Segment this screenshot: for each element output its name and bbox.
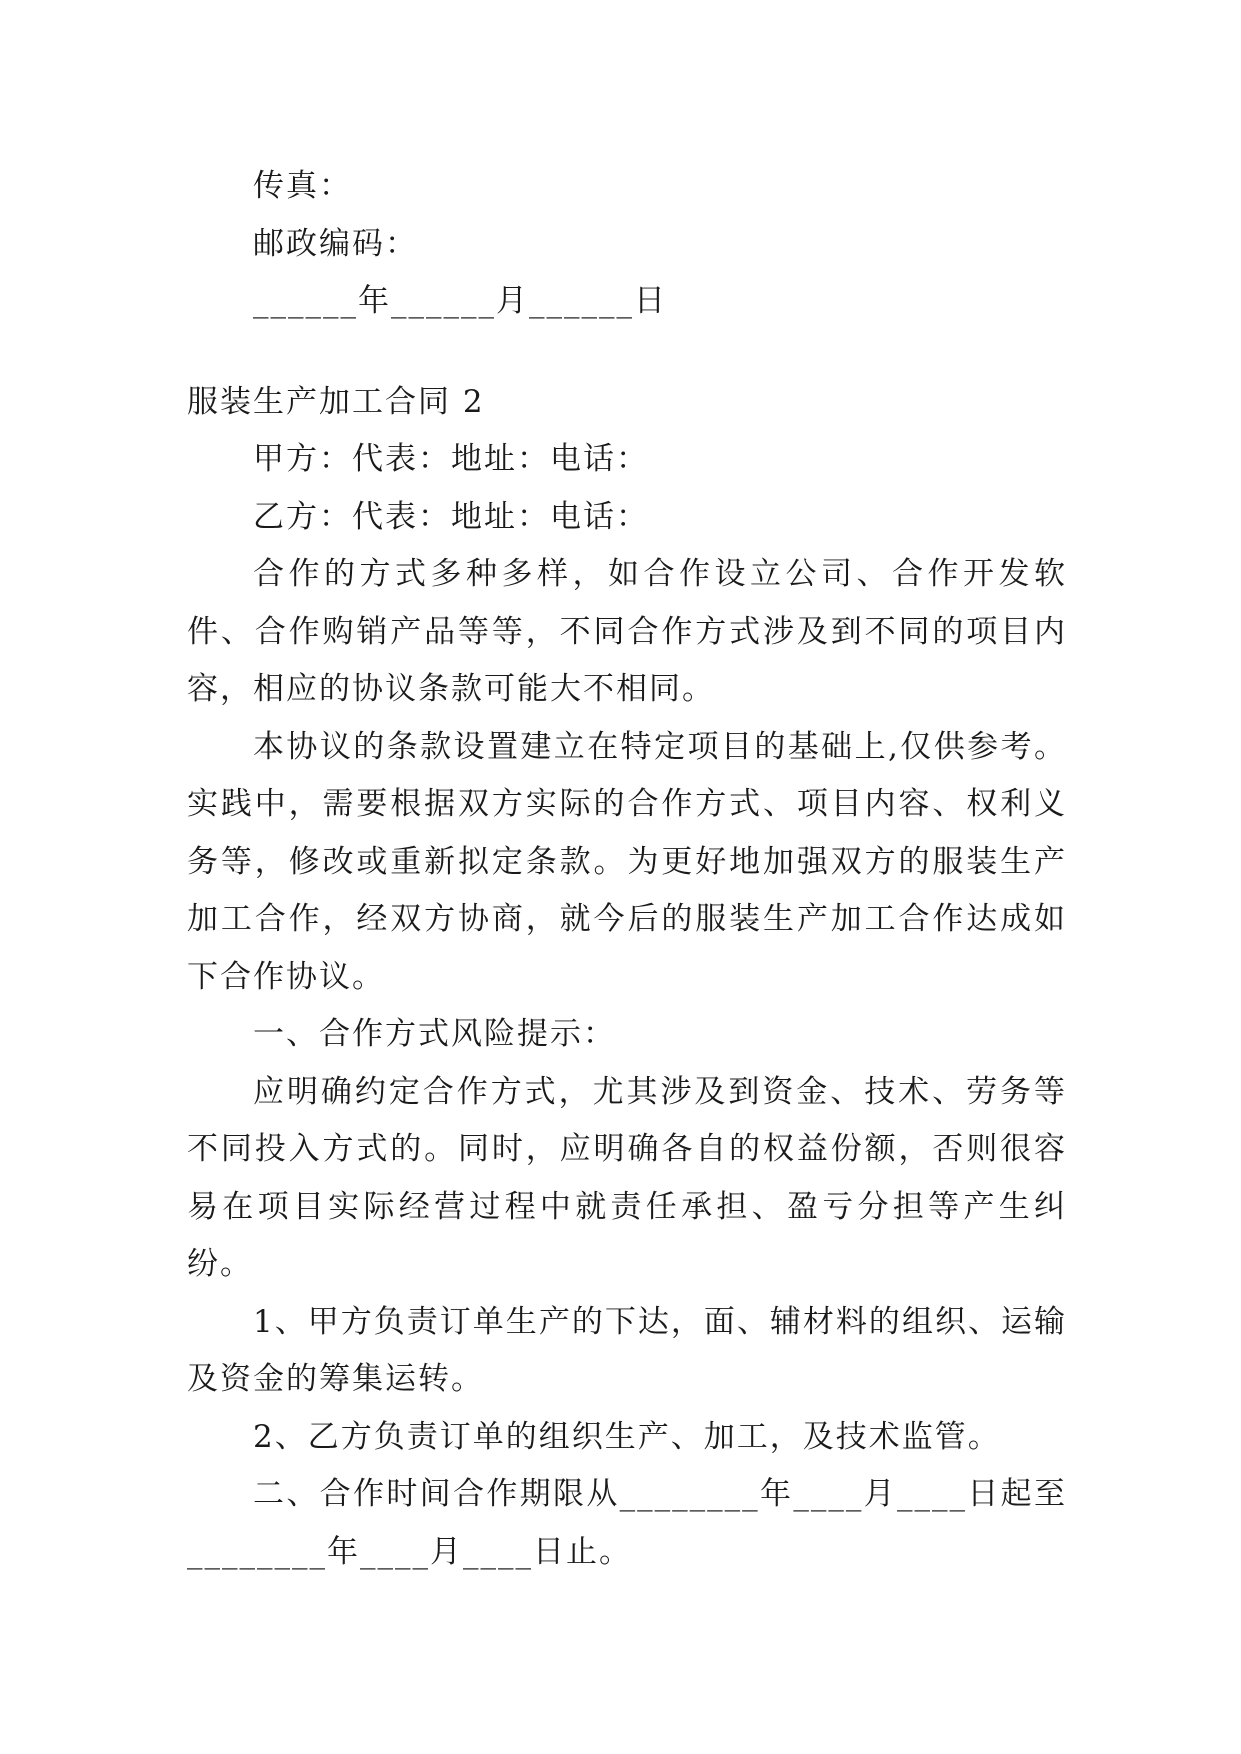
party-a-line: 甲方：代表：地址：电话： (253, 441, 649, 477)
date-field: ______年______月______日 (253, 283, 667, 319)
paragraph-agreement-basis: 本协议的条款设置建立在特定项目的基础上,仅供参考。实践中，需要根据双方实际的合作方式、项目内容、权利义务等，修改或重新拟定条款。为更好地加强双方的服装生产加工合作，经双方协商，就今后的服装生产加工合作达成如下合作协议。 (187, 728, 1067, 995)
paragraph-risk-notice: 应明确约定合作方式，尤其涉及到资金、技术、劳务等不同投入方式的。同时，应明确各自的权益份额，否则很容易在项目实际经营过程中就责任承担、盈亏分担等产生纠纷。 (187, 1073, 1067, 1282)
clause-party-a-duties: 1、甲方负责订单生产的下达，面、辅材料的组织、运输及资金的筹集运转。 (187, 1303, 1067, 1397)
paragraph-cooperation-methods: 合作的方式多种多样，如合作设立公司、合作开发软件、合作购销产品等等，不同合作方式涉及到不同的项目内容，相应的协议条款可能大不相同。 (187, 556, 1067, 707)
clause-party-b-duties: 2、乙方负责订单的组织生产、加工，及技术监管。 (253, 1418, 1001, 1455)
party-b-line: 乙方：代表：地址：电话： (253, 498, 649, 535)
section-heading-cooperation-risk: 一、合作方式风险提示： (253, 1016, 616, 1052)
document-body (187, 158, 1067, 1581)
fax-field: 传真： (253, 168, 352, 204)
section-gap (187, 331, 1067, 374)
postcode-field: 邮政编码： (253, 225, 418, 262)
contract-title: 服装生产加工合同 2 (187, 383, 485, 420)
section-cooperation-period: 二、合作时间合作期限从________年____月____日起至________年____月____日止。 (187, 1476, 1067, 1570)
